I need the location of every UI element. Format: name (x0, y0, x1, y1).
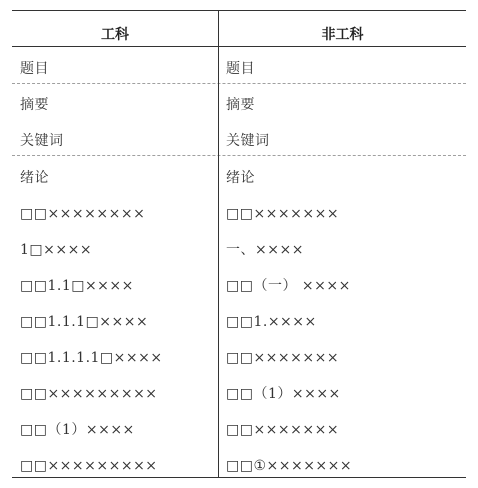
left-cell-line: □□1.1□×××× (20, 278, 134, 294)
left-cell-line: 1□×××× (20, 242, 93, 258)
left-cell-introduction: 绪论 (20, 170, 49, 186)
left-cell-title: 题目 (20, 61, 49, 77)
right-cell-line: □□××××××× (226, 206, 340, 222)
right-cell-line: □□1.×××× (226, 314, 317, 330)
left-cell-line: □□1.1.1□×××× (20, 314, 149, 330)
row-divider (12, 83, 466, 84)
right-cell-line: □□①××××××× (226, 458, 353, 474)
right-cell-abstract: 摘要 (226, 97, 255, 113)
left-cell-line: □□（1）×××× (20, 422, 135, 438)
right-cell-line: □□××××××× (226, 422, 340, 438)
format-comparison-table (12, 10, 466, 478)
left-cell-line: □□××××××××× (20, 386, 158, 402)
right-cell-line: □□（1）×××× (226, 386, 341, 402)
right-cell-keywords: 关键词 (226, 133, 270, 149)
right-cell-line: □□××××××× (226, 350, 340, 366)
left-cell-keywords: 关键词 (20, 133, 64, 149)
header-non-engineering: 非工科 (321, 27, 364, 43)
column-divider (218, 10, 219, 478)
left-cell-line: □□××××××××× (20, 458, 158, 474)
table-top-rule (12, 10, 466, 11)
header-bottom-rule (12, 46, 466, 47)
left-cell-line: □□1.1.1.1□×××× (20, 350, 163, 366)
right-cell-line: 一、×××× (226, 242, 304, 258)
right-cell-title: 题目 (226, 61, 255, 77)
right-cell-line: □□（一） ×××× (226, 278, 351, 294)
row-divider (12, 155, 466, 156)
right-cell-introduction: 绪论 (226, 170, 255, 186)
left-cell-abstract: 摘要 (20, 97, 49, 113)
table-bottom-rule (12, 477, 466, 478)
left-cell-line: □□×××××××× (20, 206, 146, 222)
header-engineering: 工科 (101, 27, 129, 43)
